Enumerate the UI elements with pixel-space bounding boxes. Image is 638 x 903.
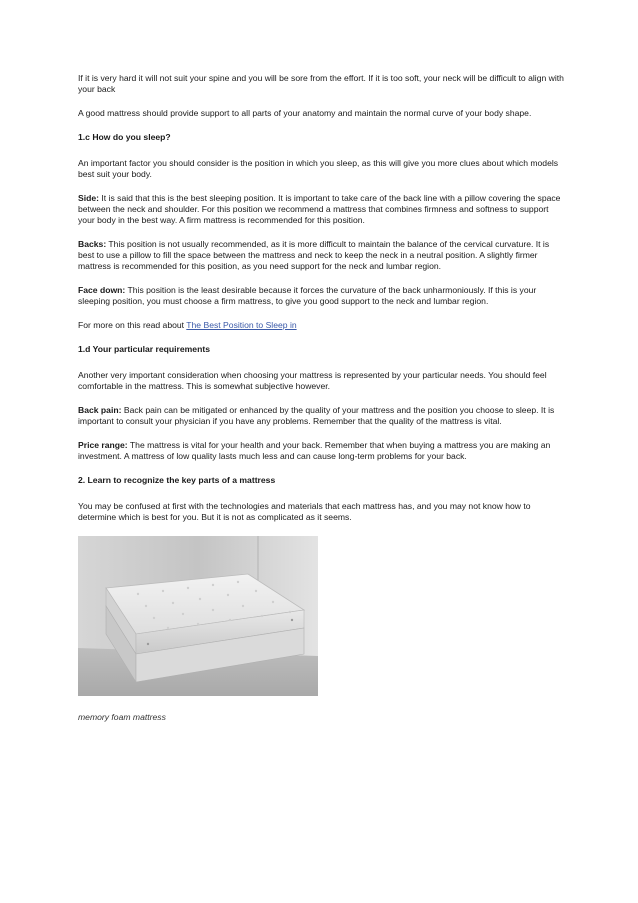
mattress-photo	[78, 536, 318, 696]
side-label: Side:	[78, 193, 100, 203]
paragraph: You may be confused at first with the technologies and materials that each mattress has, and you may not know how to determine which is best for you. But it is not as complicated as it seems.	[78, 501, 531, 522]
section-heading-1d: 1.d Your particular requirements	[78, 344, 210, 354]
price-range-text: The mattress is vital for your health and your back. Remember that when buying a mattress you are making an investment. A mattress of low quality lasts much less and can cause long-term problems for your back.	[78, 440, 551, 461]
paragraph-backs	[78, 239, 566, 272]
face-down-label: Face down:	[78, 285, 126, 295]
image-caption: memory foam mattress	[78, 712, 166, 722]
back-pain-label: Back pain:	[78, 405, 122, 415]
paragraph-side	[78, 193, 566, 226]
backs-text: This position is not usually recommended, as it is more difficult to maintain the balance of the cervical curvature. It is best to use a pillow to fill the space between the mattress and neck to keep the neck in a neutral position. A slightly firmer mattress is recommended for this position, as you need support for the neck and lumbar region.	[78, 239, 550, 271]
best-position-link[interactable]: The Best Position to Sleep in	[186, 320, 297, 330]
more-prefix: For more on this read about	[78, 320, 187, 330]
mattress-image	[78, 536, 318, 696]
paragraph: If it is very hard it will not suit your spine and you will be sore from the effort. If it is too soft, your neck will be difficult to align with your back	[78, 73, 564, 94]
back-pain-text: Back pain can be mitigated or enhanced by the quality of your mattress and the position you choose to sleep. It is important to consult your physician if you have any problems. Remember that the quality of the mattress is vital.	[78, 405, 555, 426]
paragraph: A good mattress should provide support to all parts of your anatomy and maintain the normal curve of your body shape.	[78, 108, 532, 118]
face-down-text: This position is the least desirable because it forces the curvature of the back unharmoniously. If this is your sleeping position, you must choose a firm mattress, to give you good support to the neck and lumbar region.	[78, 285, 537, 306]
paragraph: An important factor you should consider is the position in which you sleep, as this will give you more clues about which models best suit your body.	[78, 158, 559, 179]
paragraph-price-range	[78, 440, 566, 462]
section-heading-2: 2. Learn to recognize the key parts of a mattress	[78, 475, 276, 485]
document-page	[78, 73, 566, 722]
side-text: It is said that this is the best sleeping position. It is important to take care of the back line with a pillow covering the space between the neck and shoulder. For this position we recommend a mattress that combines firmness and softness to support your body in the best way. A firm mattress is recommended for this position.	[78, 193, 561, 225]
paragraph: Another very important consideration when choosing your mattress is represented by your particular needs. You should feel comfortable in the mattress. This is somewhat subjective however.	[78, 370, 547, 391]
paragraph-more	[78, 320, 566, 331]
price-range-label: Price range:	[78, 440, 128, 450]
paragraph-face-down	[78, 285, 566, 307]
section-heading-1c: 1.c How do you sleep?	[78, 132, 171, 142]
paragraph-back-pain	[78, 405, 566, 427]
backs-label: Backs:	[78, 239, 107, 249]
